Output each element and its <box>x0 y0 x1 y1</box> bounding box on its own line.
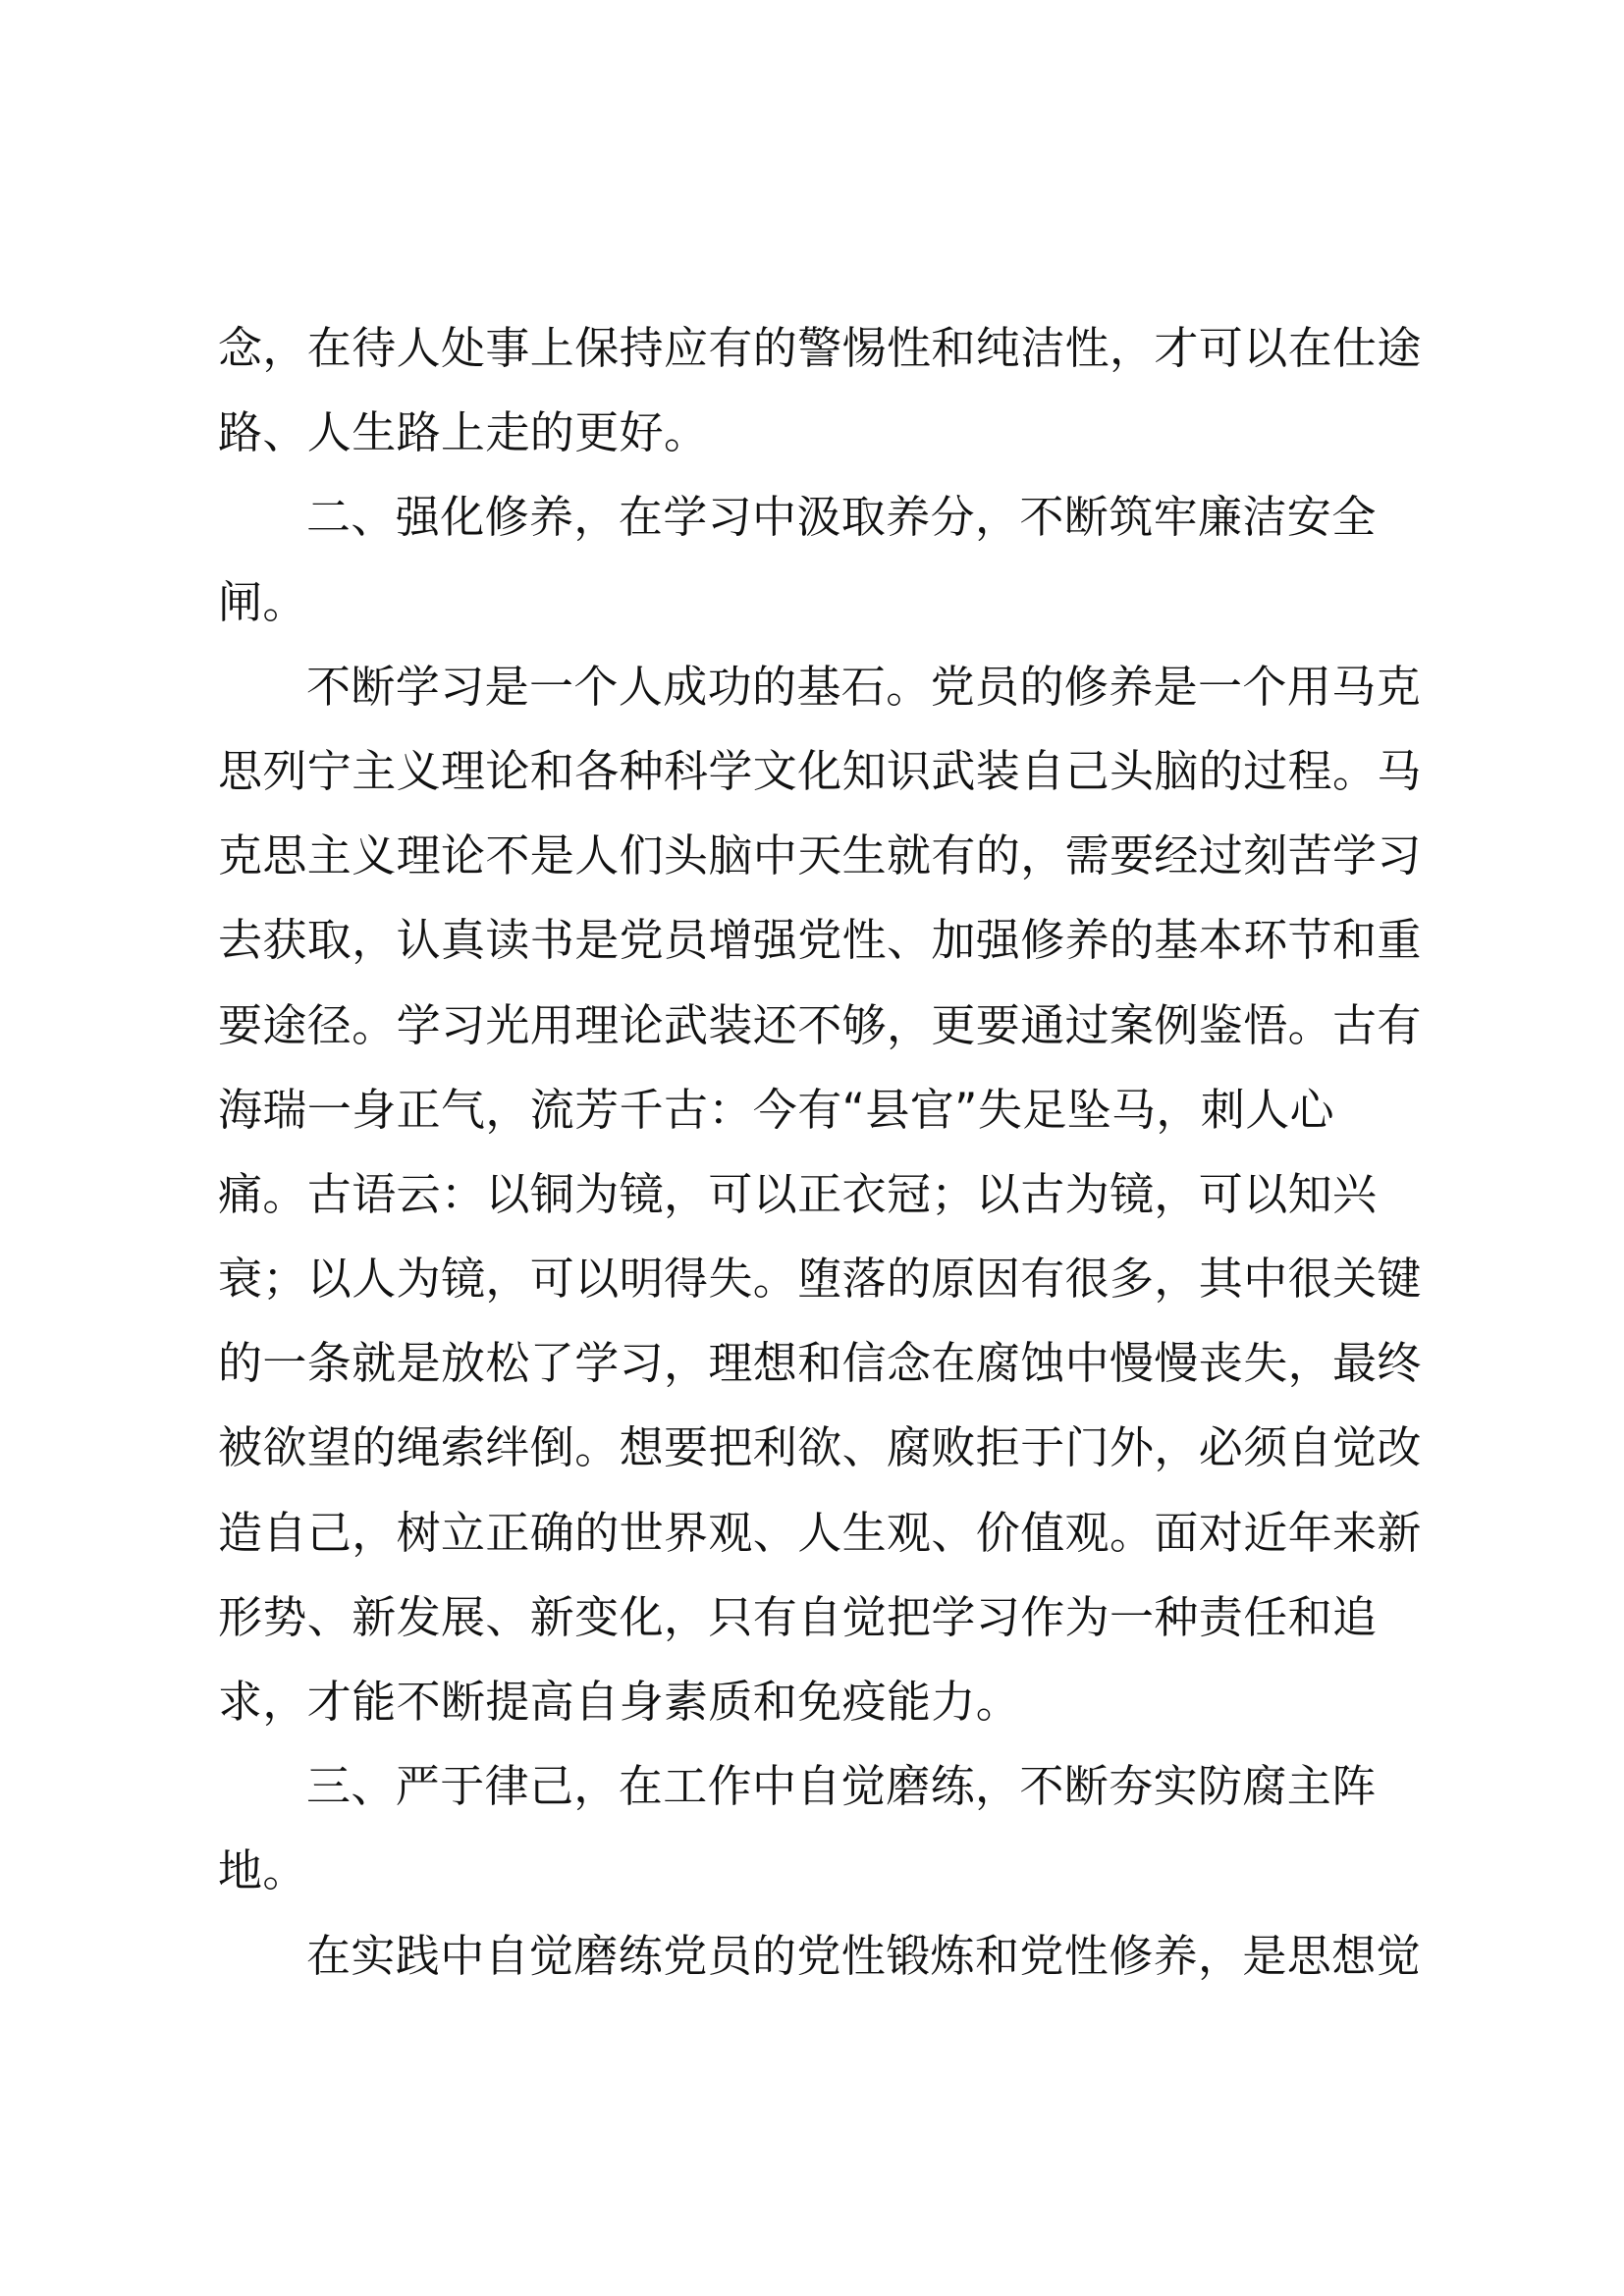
paragraph-line: 思列宁主义理论和各种科学文化知识武装自己头脑的过程。马 <box>218 744 1422 797</box>
section-heading-2: 二、强化修养，在学习中汲取养分，不断筑牢廉洁安全 <box>306 491 1377 544</box>
paragraph-line: 求，才能不断提高自身素质和免疫能力。 <box>218 1676 1021 1728</box>
paragraph-line: 被欲望的绳索绊倒。想要把利欲、腐败拒于门外，必须自觉改 <box>218 1421 1422 1474</box>
paragraph-line: 念，在待人处事上保持应有的警惕性和纯洁性，才可以在仕途 <box>218 322 1422 374</box>
paragraph-line: 造自己，树立正确的世界观、人生观、价值观。面对近年来新 <box>218 1506 1422 1559</box>
paragraph-line: 克思主义理论不是人们头脑中天生就有的，需要经过刻苦学习 <box>218 829 1422 882</box>
paragraph-line: 形势、新发展、新变化，只有自觉把学习作为一种责任和追 <box>218 1590 1378 1643</box>
paragraph-line: 的一条就是放松了学习，理想和信念在腐蚀中慢慢丧失，最终 <box>218 1337 1422 1390</box>
section-heading-3-cont: 地。 <box>218 1844 307 1897</box>
paragraph-line: 去获取，认真读书是党员增强党性、加强修养的基本环节和重 <box>218 914 1422 967</box>
paragraph-line: 要途径。学习光用理论武装还不够，更要通过案例鉴悟。古有 <box>218 998 1422 1051</box>
paragraph-line: 路、人生路上走的更好。 <box>218 406 709 459</box>
section-heading-2-cont: 闸。 <box>218 575 307 628</box>
paragraph-line: 痛。古语云：以铜为镜，可以正衣冠；以古为镜，可以知兴 <box>218 1167 1378 1220</box>
paragraph-line: 海瑞一身正气，流芳千古：今有“县官”失足坠马，刺人心 <box>218 1083 1335 1136</box>
paragraph-line: 在实践中自觉磨练党员的党性锻炼和党性修养，是思想觉 <box>306 1929 1422 1982</box>
document-body <box>218 306 1435 1999</box>
paragraph-line: 不断学习是一个人成功的基石。党员的修养是一个用马克 <box>306 660 1422 713</box>
paragraph-line: 衰；以人为镜，可以明得失。堕落的原因有很多，其中很关键 <box>218 1253 1422 1306</box>
section-heading-3: 三、严于律己，在工作中自觉磨练，不断夯实防腐主阵 <box>306 1760 1377 1813</box>
